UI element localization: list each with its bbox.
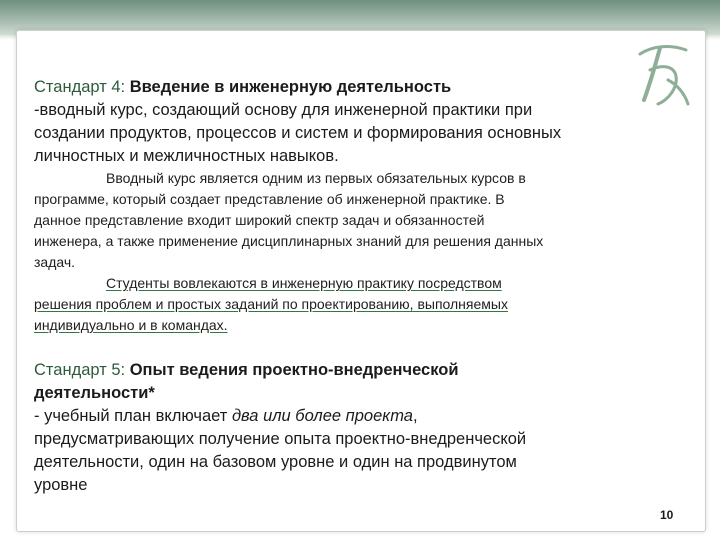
slide-content bbox=[34, 76, 684, 497]
paragraph-line: Вводный курс является одним из первых обязательных курсов в bbox=[106, 170, 526, 186]
standard4-desc-line: личностных и межличностных навыков. bbox=[34, 147, 339, 165]
paragraph-line: задач. bbox=[34, 254, 76, 270]
standard5-desc-line: - учебный план включает два или более проекта, bbox=[34, 407, 418, 425]
standard5-label: Стандарт 5: bbox=[34, 361, 126, 379]
standard5-title-cont: деятельности* bbox=[34, 384, 155, 402]
standard4-desc-line: -вводный курс, создающий основу для инженерной практики при bbox=[34, 101, 533, 119]
paragraph-line: индивидуально и в командах. bbox=[34, 317, 228, 333]
standard4-desc-line: создании продуктов, процессов и систем и формирования основных bbox=[34, 124, 562, 142]
standard4-paragraph-2 bbox=[34, 273, 684, 336]
standard5-emphasis: два или более проекта bbox=[231, 407, 413, 425]
paragraph-line: инженера, а также применение дисциплинарных знаний для решения данных bbox=[34, 233, 544, 249]
standard4-paragraph-1 bbox=[34, 168, 684, 273]
standard5-title: Опыт ведения проектно-внедренческой bbox=[129, 361, 459, 379]
standard5-desc-line: уровне bbox=[34, 476, 88, 494]
paragraph-line: программе, который создает представление об инженерной практике. В bbox=[34, 191, 505, 207]
standard4-title: Введение в инженерную деятельность bbox=[129, 78, 452, 96]
standard4-heading bbox=[34, 76, 684, 99]
standard4-label: Стандарт 4: bbox=[34, 78, 126, 96]
page-number: 10 bbox=[660, 508, 674, 522]
standard5-desc-line: предусматривающих получение опыта проектно-внедренческой bbox=[34, 430, 527, 448]
standard5-heading bbox=[34, 359, 684, 382]
standard5-desc-line: деятельности, один на базовом уровне и один на продвинутом bbox=[34, 453, 517, 471]
paragraph-line: решения проблем и простых заданий по проектированию, выполняемых bbox=[34, 296, 508, 312]
paragraph-line: Студенты вовлекаются в инженерную практику посредством bbox=[106, 275, 502, 291]
paragraph-line: данное представление входит широкий спектр задач и обязанностей bbox=[34, 212, 485, 228]
